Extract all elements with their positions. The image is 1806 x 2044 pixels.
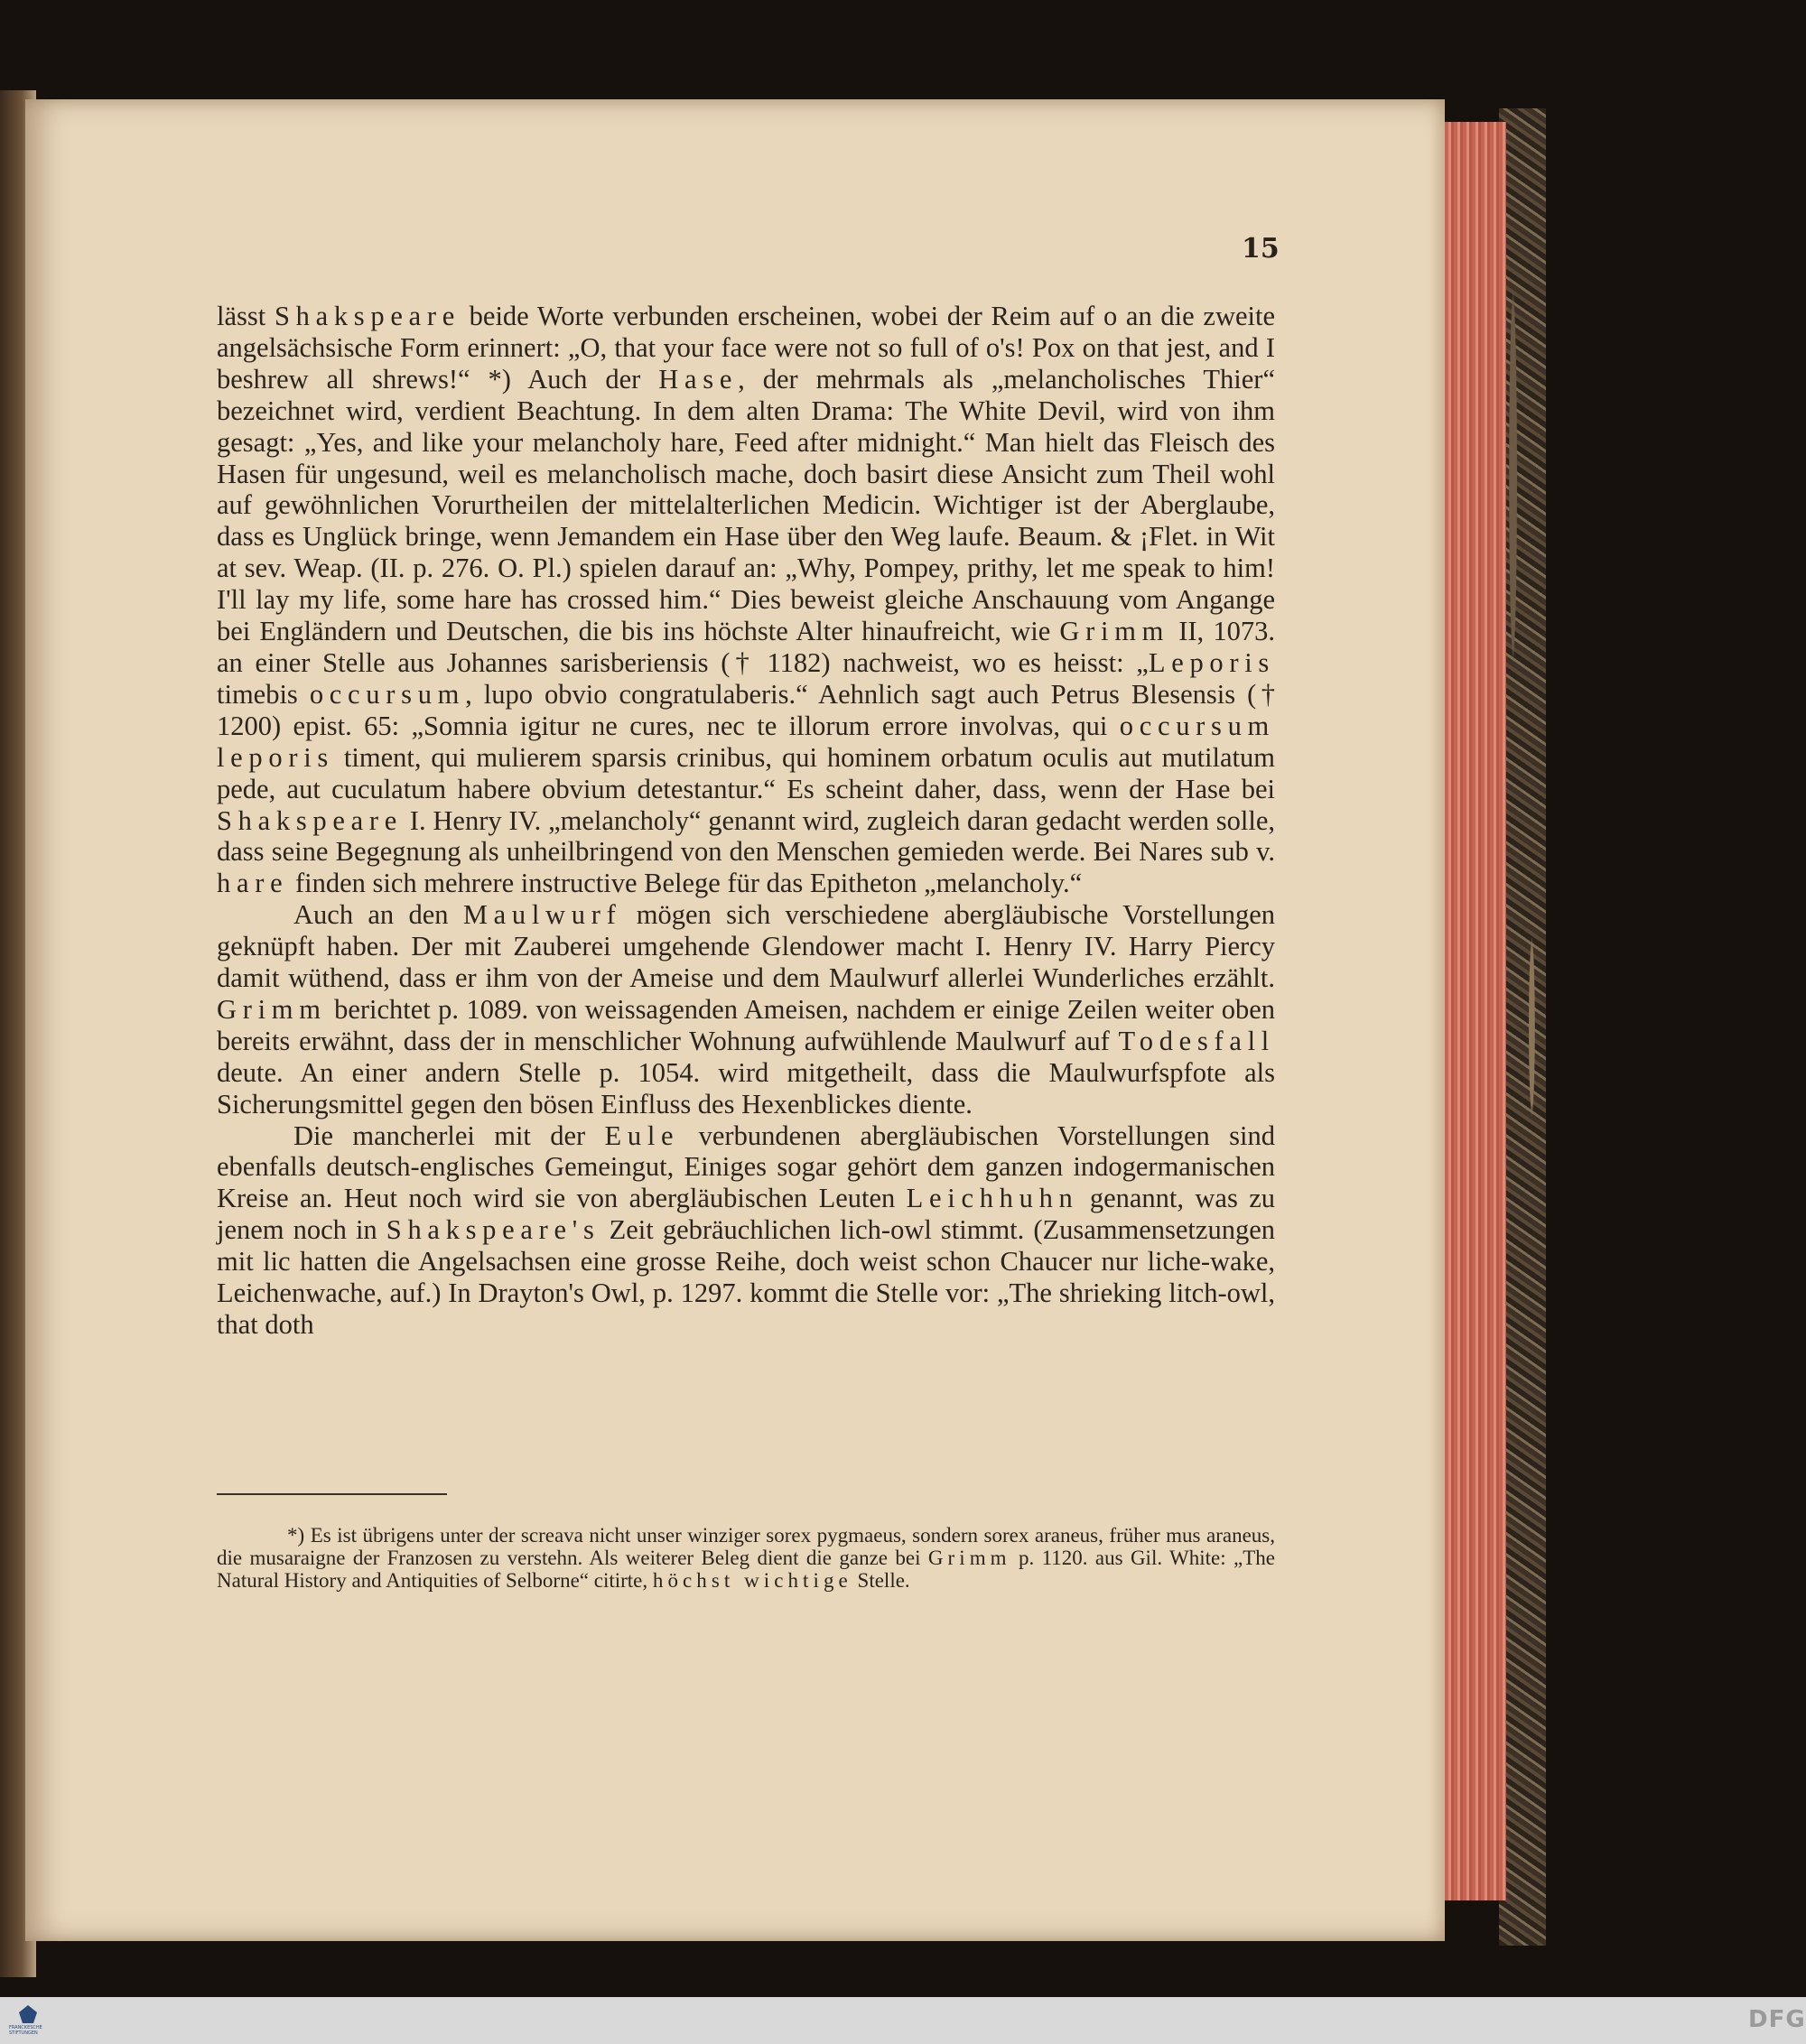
text-run: Stelle. [852, 1569, 910, 1592]
text-run: mögen sich verschiedene abergläubische Vorstellungen geknüpft haben. Der mit Zauberei umgehende Glendower macht I. Henry IV. Harry Piercy damit wüthend, dass er ihm von der Ameise und dem Maulwurf allerlei Wunderliches erzählt. [217, 899, 1275, 994]
text-run: I. Henry IV. „melancholy“ genannt wird, zugleich daran gedacht werden solle, dass seine Begegnung als unheilbringend von den Menschen gemieden werde. Bei Nares sub v. [217, 804, 1275, 868]
text-run: verbundenen abergläubischen Vorstellungen sind ebenfalls deutsch-englisches Gemeingut, Einiges sogar gehört dem ganzen indogermanischen Kreise an. Heut noch wird sie von abergläubischen Leuten [217, 1120, 1275, 1214]
spaced-emphasis: hare [217, 868, 289, 899]
text-run: Die mancherlei mit der [293, 1120, 605, 1151]
text-run: II, 1073. an einer Stelle aus Johannes sarisberiensis († 1182) nachweist, wo es heisst: „ [217, 616, 1275, 678]
spaced-emphasis: Leichhuhn [906, 1183, 1079, 1214]
text-run: beide Worte verbunden erscheinen, wobei der Reim auf o an die zweite angelsächsische Form erinnert: „O, that your face were not so full of o's! Pox on that jest, and I beshrew all shrews!“ *) Auch der [217, 301, 1275, 395]
text-run: timent, qui mulierem sparsis crinibus, qui hominem orbatum oculis aut mutilatum pede, aut cuculatum habere obvium detestantur.“ Es scheint daher, dass, wenn der Hase bei [217, 741, 1275, 804]
text-run: *) Es ist übrigens unter der screava nicht unser winziger sorex pygmaeus, sondern sorex araneus, früher mus araneus, die musaraigne der Franzosen zu verstehn. Als weiterer Beleg dient die ganze bei [217, 1524, 1275, 1569]
spaced-emphasis: Eule [604, 1120, 680, 1151]
text-run: finden sich mehrere instructive Belege für das Epitheton „melancholy.“ [288, 868, 1083, 899]
spaced-emphasis: Shakspeare [217, 804, 403, 836]
body-text [217, 301, 1275, 1341]
text-run: Zeit gebräuchlichen lich-owl stimmt. (Zusammensetzungen mit lic hatten die Angelsachsen eine grosse Reihe, doch weist schon Chaucer nur liche-wake, Leichenwache, auf.) In Drayton's Owl, p. 1297. kommt die Stelle vor: „The shrieking litch-owl, that doth [217, 1214, 1275, 1340]
franckesche-stiftungen-logo [9, 2002, 47, 2039]
paragraph-2 [217, 899, 1275, 1120]
spaced-emphasis: Todesfall [1118, 1025, 1275, 1056]
footnote-rule [217, 1493, 447, 1495]
spaced-emphasis: Maulwurf [462, 899, 622, 931]
text-run: p. 1120. aus Gil. White: „The Natural History and Antiquities of Selborne“ citirte, [217, 1547, 1275, 1592]
paragraph-3 [217, 1120, 1275, 1341]
spaced-emphasis: höchst wichtige [652, 1569, 852, 1592]
spaced-emphasis: Grimm [217, 993, 327, 1025]
page-number: 15 [1242, 233, 1280, 265]
text-run: Auch an den [293, 899, 463, 931]
spaced-emphasis: Shakspeare's [386, 1214, 600, 1246]
dfg-logo: DFG [1748, 2006, 1806, 2033]
page-stack-edge [1443, 122, 1506, 1900]
emblem-icon [19, 2005, 37, 2023]
footnote-text [217, 1524, 1275, 1592]
spaced-emphasis: Grimm [1059, 616, 1170, 647]
text-run: timebis [217, 678, 310, 710]
spaced-emphasis: Shakspeare [274, 301, 461, 331]
viewer-footer-bar [0, 1997, 1806, 2044]
spaced-emphasis: occursum leporis [217, 710, 1275, 773]
text-run: berichtet p. 1089. von weissagenden Ameisen, nachdem er einige Zeilen weiter oben bereits erwähnt, dass der in menschlicher Wohnung aufwühlende Maulwurf auf [217, 993, 1275, 1056]
spaced-emphasis: Grimm [927, 1547, 1011, 1569]
text-run: , lupo obvio congratulaberis.“ Aehnlich sagt auch Petrus Blesensis († 1200) epist. 65: „Somnia igitur ne cures, nec te illorum errore involvas, qui [217, 678, 1275, 741]
spaced-emphasis: Leporis [1148, 646, 1275, 678]
text-run: deute. An einer andern Stelle p. 1054. wird mitgetheilt, dass die Maulwurfspfote als Sicherungsmittel gegen den bösen Einfluss des Hexenblickes diente. [217, 1056, 1275, 1120]
spaced-emphasis: Hase [658, 363, 739, 395]
footnote [217, 1524, 1275, 1592]
text-run: lässt [217, 301, 275, 331]
text-run: genannt, was zu jenem noch in [217, 1183, 1275, 1246]
paragraph-1 [217, 301, 1275, 899]
left-logo-text: FRANCKESCHE STIFTUNGEN [9, 2025, 42, 2036]
spaced-emphasis: occursum [309, 678, 466, 710]
text-run: , der mehrmals als „melancholisches Thier“ bezeichnet wird, verdient Beachtung. In dem alten Drama: The White Devil, wird von ihm gesagt: „Yes, and like your melancholy hare, Feed after midnight.“ Man hielt das Fleisch des Hasen für ungesund, weil es melancholisch mache, doch basirt diese Ansicht zum Theil wohl auf gewöhnlichen Vorurtheilen der mittelalterlichen Medicin. Wichtiger ist der Aberglaube, dass es Unglück bringe, wenn Jemandem ein Hase über den Weg laufe. Beaum. & ¡Flet. in Wit at sev. Weap. (II. p. 276. O. Pl.) spielen darauf an: „Why, Pompey, prithy, let me speak to him! I'll lay my life, some hare has crossed him.“ Dies beweist gleiche Anschauung vom Angange bei Engländern und Deutschen, die bis ins höchste Alter hinaufreicht, wie [217, 363, 1275, 647]
